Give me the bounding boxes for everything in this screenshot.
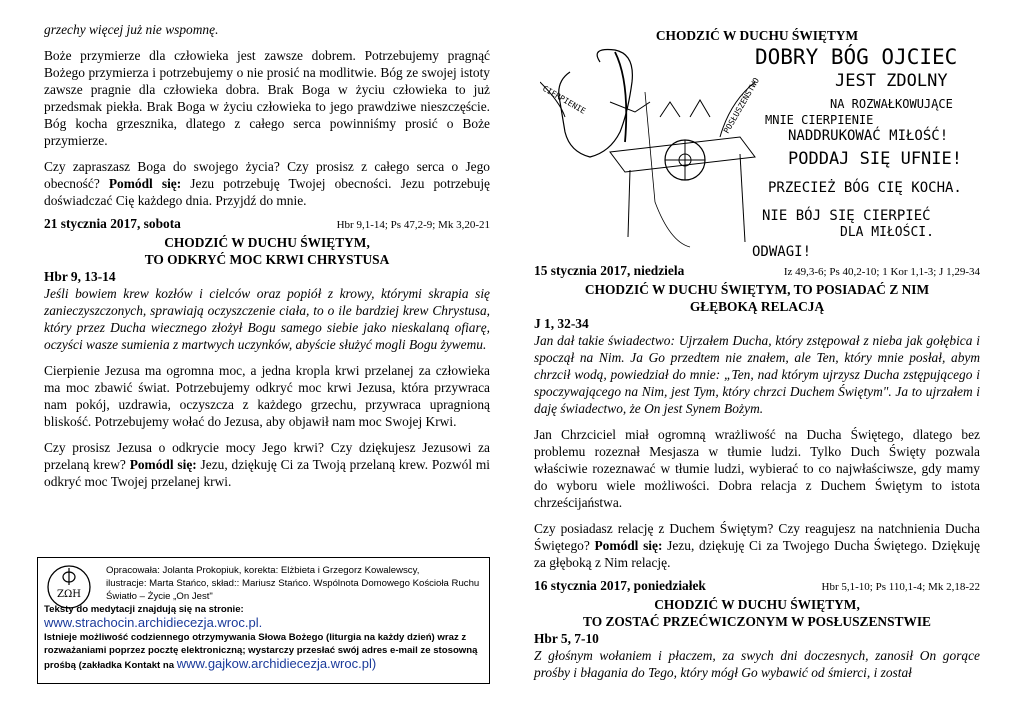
verse-ref: Hbr 5, 7-10	[534, 631, 599, 646]
question-paragraph: Czy prosisz Jezusa o odkrycie mocy Jego krwi? Czy dziękujesz Jezusowi za przelaną krew? Pomódl się: Jezu, dziękuję Ci za Twoją przelaną krew. Pozwól mi odkryć moc Twojej przelanej krwi.	[44, 440, 490, 489]
paragraph: Cierpienie Jezusa ma ogromna moc, a jedna kropla krwi przelanej za człowieka ma moc zbawić świat. Potrzebujemy odkryć moc krwi Jezusa, która przywraca nam pokój, uzdrawia, oczyszcza z każdego grzechu, przywraca upragnioną bliskość. Potrzebujemy wołać do Jezusa, aby objawił nam moc Swojej Krwi.	[44, 363, 490, 429]
illus-line: NIE BÓJ SIĘ CIERPIEĆ	[762, 208, 931, 224]
verse-ref: J 1, 32-34	[534, 316, 589, 331]
day-date: 21 stycznia 2017, sobota	[44, 216, 181, 231]
gajkow-link[interactable]: www.gajkow.archidiecezja.wroc.pl	[176, 656, 372, 671]
day-refs: Iz 49,3-6; Ps 40,2-10; 1 Kor 1,1-3; J 1,29-34	[783, 266, 980, 278]
illus-line: PODDAJ SIĘ UFNIE!	[788, 149, 962, 169]
day-header	[44, 215, 490, 234]
credits-line-2: ilustracje: Marta Stańco, skład:: Mariusz Stańco. Wspólnota Domowego Kościoła Ruchu	[106, 578, 480, 589]
day-date: 16 stycznia 2017, poniedziałek	[534, 578, 706, 593]
illus-line: DLA MIŁOŚCI.	[840, 225, 934, 240]
day-refs: Hbr 9,1-14; Ps 47,2-9; Mk 3,20-21	[336, 219, 490, 231]
illustration	[540, 42, 980, 260]
right-column-body	[534, 262, 980, 681]
day-title-1: CHODZIĆ W DUCHU ŚWIĘTYM, TO POSIADAĆ Z NIM	[584, 282, 930, 297]
illus-line: ODWAGI!	[752, 244, 812, 260]
illus-line: MNIE CIERPIENIE	[765, 113, 874, 127]
left-column	[44, 21, 490, 490]
credits-line-3: Światło – Życie „On Jest"	[106, 591, 213, 602]
illus-line: DOBRY BÓG OJCIEC	[755, 45, 958, 69]
label-mid: POSŁUSZEŃSTWO	[721, 76, 762, 135]
texts-label: Teksty do medytacji znajdują się na stronie:	[44, 604, 244, 615]
verse-ref: Hbr 9, 13-14	[44, 269, 116, 284]
label-left: CIERPIENIE	[541, 83, 588, 116]
strachocin-link[interactable]: www.strachocin.archidiecezja.wroc.pl	[44, 615, 259, 630]
credits-box	[37, 557, 490, 684]
day-title-2: TO ZOSTAĆ PRZEĆWICZONYM W POSŁUSZENSTWIE	[583, 614, 931, 629]
verse-text: Z głośnym wołaniem i płaczem, za swych dni doczesnych, zanosił On gorące prośby i błagania do Tego, który mógł Go wybawić od śmierci, i został	[534, 648, 980, 680]
verse-text: Jan dał takie świadectwo: Ujrzałem Ducha, który zstępował z nieba jak gołębica i spoczął na Nim. Ja Go przedtem nie znałem, ale Ten, który mnie posłał, abym chrzcił wodą, powiedział do mnie: „Ten, nad którym ujrzysz Ducha zstępującego i spoczywającego na Nim, jest Tym, który chrzci Duchem Świętym". Ja to ujrzałem i daję świadectwo, że On jest Synem Bożym.	[534, 333, 980, 416]
question-paragraph: Czy zapraszasz Boga do swojego życia? Czy prosisz z całego serca o Jego obecność? Pomódl się: Jezu potrzebuję Twojej obecności. Jezu potrzebuję doświadczać Cię każdego dnia. Przyjdź do mnie.	[44, 159, 490, 208]
foe-zoe-logo-icon	[46, 564, 92, 610]
svg-text:ΖΩΗ: ΖΩΗ	[57, 589, 81, 600]
day-title-1: CHODZIĆ W DUCHU ŚWIĘTYM,	[654, 597, 860, 612]
pray-label: Pomódl się:	[108, 176, 182, 191]
day-title-2: GŁĘBOKĄ RELACJĄ	[689, 299, 825, 314]
day-header	[534, 577, 980, 596]
link-row-1: www.strachocin.archidiecezja.wroc.pl.	[44, 615, 263, 630]
email-note: Istnieje możliwość codziennego otrzymywania Słowa Bożego (liturgia na każdy dzień) wraz z rozważaniami poprzez pocztę elektroniczną; wystarczy przesłać swój adres e-mail ze stosowną prośbą (zakładka Kontakt na www.gajkow.archidiecezja.wroc.pl)	[44, 632, 478, 671]
pray-label: Pomódl się:	[129, 457, 197, 472]
illus-line: NA ROZWAŁKOWUJĄCE	[830, 97, 953, 111]
illus-line: JEST ZDOLNY	[835, 71, 948, 91]
illus-line: PRZECIEŻ BÓG CIĘ KOCHA.	[768, 180, 962, 196]
intro-text: grzechy więcej już nie wspomnę.	[44, 22, 219, 37]
question-paragraph: Czy posiadasz relację z Duchem Świętym? Czy reagujesz na natchnienia Ducha Świętego? Pomódl się: Jezu, dziękuję Ci za Twojego Ducha Świętego. Dziękuję za głęboką z Nim relację.	[534, 521, 981, 570]
day-title-2: TO ODKRYĆ MOC KRWI CHRYSTUSA	[144, 252, 390, 267]
day-refs: Hbr 5,1-10; Ps 110,1-4; Mk 2,18-22	[821, 581, 980, 593]
day-header	[534, 262, 980, 281]
paragraph: Boże przymierze dla człowieka jest zawsze dobrem. Potrzebujemy pragnąć Bożego przymierza i potrzebujemy o nie prosić na modlitwie. Bóg ze swojej istoty zawsze pragnie dla człowieka dobra. Brak Boga w życiu człowieka to już przedsmak piekła. Brak Boga w życiu człowieka to jego prawdziwe nieszczęście. Bóg kocha grzesznika, dlatego z całego serca powinniśmy prosić o Boże przymierze.	[44, 48, 490, 148]
day-date: 15 stycznia 2017, niedziela	[534, 263, 685, 278]
paragraph: Jan Chrzciciel miał ogromną wrażliwość na Ducha Świętego, dlatego bez problemu rozeznał Mesjasza w tłumie ludzi. Tylko Duch Święty pozwala właściwie rozeznawać w tłumie ludzi, wybierać to co najwłaściwsze, gdy mamy do wyboru wiele możliwości. Dobra relacja z Duchem Świętym to istota chrześcijaństwa.	[534, 427, 980, 510]
day-title-1: CHODZIĆ W DUCHU ŚWIĘTYM,	[164, 235, 370, 250]
credits-line-1: Opracowała: Jolanta Prokopiuk, korekta: Elżbieta i Grzegorz Kowalewscy,	[106, 565, 420, 576]
column-header: CHODZIĆ W DUCHU ŚWIĘTYM	[655, 28, 859, 43]
illus-line: NADDRUKOWAĆ MIŁOŚĆ!	[788, 128, 949, 144]
pray-label: Pomódl się:	[594, 538, 663, 553]
verse-text: Jeśli bowiem krew kozłów i cielców oraz popiół z krowy, którymi skrapia się zanieczyszczonych, sprawiają oczyszczenie ciała, to o ile bardziej krew Chrystusa, który przez Ducha wiecznego złożył Bogu samego siebie jako nieskalaną ofiarę, oczyści wasze sumienia z martwych uczynków, abyście służyć mogli Bogu żywemu.	[44, 286, 490, 352]
